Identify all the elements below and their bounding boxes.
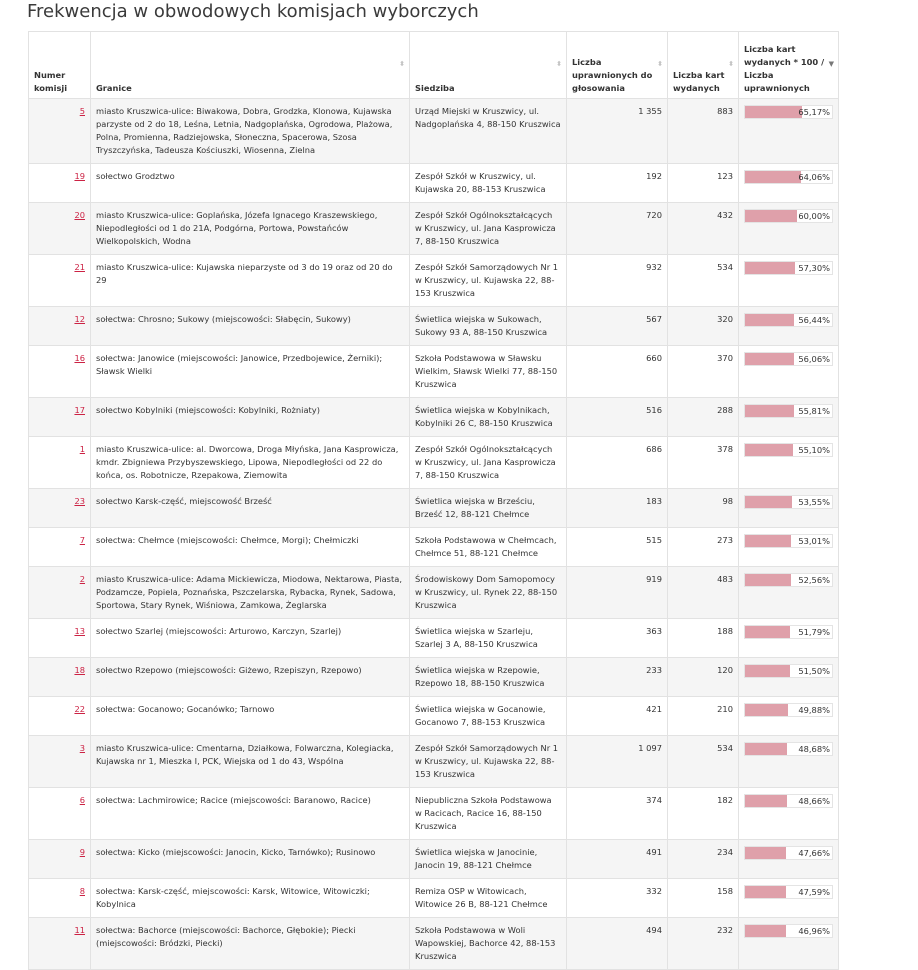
table-header-row: [29, 32, 839, 99]
cell-uprawnionych: 919: [567, 567, 668, 619]
turnout-bar: [744, 573, 833, 587]
cell-uprawnionych: 1 355: [567, 99, 668, 164]
cell-numer: [29, 489, 91, 528]
cell-uprawnionych: 494: [567, 918, 668, 970]
cell-frekwencja: [739, 99, 839, 164]
turnout-bar: [744, 703, 833, 717]
cell-granice: miasto Kruszwica-ulice: Biwakowa, Dobra, Grodzka, Klonowa, Kujawska parzyste od 2 do 18, Leśna, Letnia, Nadgoplańska, Ogrodowa, Plażowa, Polna, Promienna, Radziejowska, Słoneczna, Spacerowa, Szosa Tryszczyńska, Tadeusza Kościuszki, Wiosenna, Zielna: [91, 99, 410, 164]
table-row: [29, 918, 839, 970]
cell-numer: [29, 619, 91, 658]
cell-siedziba: Zespół Szkół Samorządowych Nr 1 w Kruszwicy, ul. Kujawska 22, 88-153 Kruszwica: [410, 255, 567, 307]
commission-link[interactable]: 6: [79, 795, 85, 805]
cell-wydanych: 123: [668, 164, 739, 203]
cell-numer: [29, 437, 91, 489]
cell-numer: [29, 697, 91, 736]
turnout-bar: [744, 495, 833, 509]
cell-uprawnionych: 516: [567, 398, 668, 437]
column-label: Numer komisji: [34, 70, 68, 93]
cell-numer: [29, 307, 91, 346]
turnout-bar: [744, 261, 833, 275]
cell-wydanych: 370: [668, 346, 739, 398]
commission-link[interactable]: 9: [79, 847, 85, 857]
turnout-bar-fill: [745, 405, 794, 417]
cell-granice: sołectwo Rzepowo (miejscowości: Giżewo, Rzepiszyn, Rzepowo): [91, 658, 410, 697]
cell-frekwencja: [739, 437, 839, 489]
sort-desc-icon: ▼: [828, 60, 834, 68]
cell-numer: [29, 918, 91, 970]
cell-granice: sołectwo Grodztwo: [91, 164, 410, 203]
table-row: [29, 658, 839, 697]
cell-wydanych: 378: [668, 437, 739, 489]
column-label: Liczba uprawnionych do głosowania: [572, 57, 653, 93]
table-row: [29, 346, 839, 398]
cell-granice: sołectwa: Karsk-część, miejscowości: Karsk, Witowice, Witowiczki; Kobylnica: [91, 879, 410, 918]
table-row: [29, 307, 839, 346]
sort-icon: ⬍: [657, 60, 663, 68]
turnout-bar: [744, 846, 833, 860]
turnout-bar: [744, 313, 833, 327]
column-header-numer[interactable]: [29, 32, 91, 99]
cell-siedziba: Zespół Szkół Samorządowych Nr 1 w Kruszwicy, ul. Kujawska 22, 88-153 Kruszwica: [410, 736, 567, 788]
cell-frekwencja: [739, 918, 839, 970]
cell-uprawnionych: 660: [567, 346, 668, 398]
cell-siedziba: Świetlica wiejska w Brześciu, Brześć 12, 88-121 Chełmce: [410, 489, 567, 528]
cell-frekwencja: [739, 736, 839, 788]
column-label: Granice: [96, 83, 132, 93]
turnout-label: 55,10%: [798, 445, 830, 455]
cell-siedziba: Zespół Szkół w Kruszwicy, ul. Kujawska 20, 88-153 Kruszwica: [410, 164, 567, 203]
cell-wydanych: 210: [668, 697, 739, 736]
commission-link[interactable]: 8: [79, 886, 85, 896]
cell-siedziba: Świetlica wiejska w Kobylnikach, Kobylniki 26 C, 88-150 Kruszwica: [410, 398, 567, 437]
turnout-bar-fill: [745, 444, 793, 456]
turnout-bar-fill: [745, 795, 787, 807]
cell-uprawnionych: 932: [567, 255, 668, 307]
cell-wydanych: 432: [668, 203, 739, 255]
table-row: [29, 736, 839, 788]
turnout-label: 51,79%: [798, 627, 830, 637]
results-table: [28, 31, 839, 970]
cell-granice: sołectwa: Chrosno; Sukowy (miejscowości: Słabęcin, Sukowy): [91, 307, 410, 346]
column-header-granice[interactable]: [91, 32, 410, 99]
cell-wydanych: 158: [668, 879, 739, 918]
cell-granice: miasto Kruszwica-ulice: Kujawska nieparzyste od 3 do 19 oraz od 20 do 29: [91, 255, 410, 307]
cell-siedziba: Szkoła Podstawowa w Sławsku Wielkim, Sławsk Wielki 77, 88-150 Kruszwica: [410, 346, 567, 398]
cell-siedziba: Świetlica wiejska w Janocinie, Janocin 19, 88-121 Chełmce: [410, 840, 567, 879]
turnout-label: 65,17%: [798, 107, 830, 117]
cell-granice: sołectwa: Lachmirowice; Racice (miejscowości: Baranowo, Racice): [91, 788, 410, 840]
cell-uprawnionych: 332: [567, 879, 668, 918]
table-row: [29, 697, 839, 736]
table-row: [29, 437, 839, 489]
column-label: Liczba kart wydanych * 100 / Liczba uprawnionych: [744, 44, 825, 93]
cell-frekwencja: [739, 697, 839, 736]
sort-icon: ⬍: [399, 60, 405, 68]
turnout-label: 47,66%: [798, 848, 830, 858]
commission-link[interactable]: 23: [74, 496, 85, 506]
cell-frekwencja: [739, 567, 839, 619]
commission-link[interactable]: 2: [79, 574, 85, 584]
commission-link[interactable]: 22: [74, 704, 85, 714]
cell-numer: [29, 879, 91, 918]
turnout-bar-fill: [745, 535, 791, 547]
turnout-bar-fill: [745, 574, 791, 586]
table-row: [29, 398, 839, 437]
cell-uprawnionych: 374: [567, 788, 668, 840]
turnout-label: 49,88%: [798, 705, 830, 715]
turnout-bar-fill: [745, 847, 786, 859]
turnout-bar-fill: [745, 106, 802, 118]
cell-granice: sołectwa: Gocanowo; Gocanówko; Tarnowo: [91, 697, 410, 736]
commission-link[interactable]: 5: [79, 106, 85, 116]
sort-icon: ⬍: [556, 60, 562, 68]
cell-granice: miasto Kruszwica-ulice: Goplańska, Józefa Ignacego Kraszewskiego, Niepodległości od 1 do 21A, Podgórna, Portowa, Powstańców Wielkopolskich, Wodna: [91, 203, 410, 255]
cell-granice: sołectwa: Kicko (miejscowości: Janocin, Kicko, Tarnówko); Rusinowo: [91, 840, 410, 879]
sort-icon: ⬍: [728, 60, 734, 68]
cell-wydanych: 883: [668, 99, 739, 164]
cell-granice: sołectwo Kobylniki (miejscowości: Kobylniki, Rożniaty): [91, 398, 410, 437]
cell-frekwencja: [739, 879, 839, 918]
cell-numer: [29, 788, 91, 840]
cell-granice: miasto Kruszwica-ulice: Cmentarna, Działkowa, Folwarczna, Kolegiacka, Kujawska nr 1, Mieszka I, PCK, Wiejska od 1 do 43, Wspólna: [91, 736, 410, 788]
column-label: Liczba kart wydanych: [673, 70, 725, 93]
cell-granice: sołectwa: Chełmce (miejscowości: Chełmce, Morgi); Chełmiczki: [91, 528, 410, 567]
turnout-bar: [744, 170, 833, 184]
cell-uprawnionych: 421: [567, 697, 668, 736]
column-header-siedziba[interactable]: [410, 32, 567, 99]
cell-frekwencja: [739, 346, 839, 398]
turnout-bar: [744, 625, 833, 639]
cell-siedziba: Świetlica wiejska w Sukowach, Sukowy 93 A, 88-150 Kruszwica: [410, 307, 567, 346]
cell-wydanych: 534: [668, 255, 739, 307]
table-row: [29, 528, 839, 567]
cell-uprawnionych: 233: [567, 658, 668, 697]
cell-uprawnionych: 686: [567, 437, 668, 489]
cell-numer: [29, 398, 91, 437]
turnout-bar-fill: [745, 886, 786, 898]
cell-granice: sołectwo Szarlej (miejscowości: Arturowo, Karczyn, Szarlej): [91, 619, 410, 658]
turnout-bar: [744, 105, 833, 119]
cell-siedziba: Świetlica wiejska w Gocanowie, Gocanowo 7, 88-153 Kruszwica: [410, 697, 567, 736]
cell-numer: [29, 255, 91, 307]
turnout-label: 48,66%: [798, 796, 830, 806]
turnout-bar-fill: [745, 925, 786, 937]
cell-numer: [29, 99, 91, 164]
cell-numer: [29, 346, 91, 398]
table-row: [29, 619, 839, 658]
cell-wydanych: 483: [668, 567, 739, 619]
cell-wydanych: 188: [668, 619, 739, 658]
turnout-bar: [744, 885, 833, 899]
commission-link[interactable]: 3: [79, 743, 85, 753]
turnout-bar: [744, 534, 833, 548]
turnout-bar: [744, 404, 833, 418]
commission-link[interactable]: 11: [74, 925, 85, 935]
cell-wydanych: 234: [668, 840, 739, 879]
table-body: [29, 99, 839, 970]
cell-siedziba: Szkoła Podstawowa w Chełmcach, Chełmce 51, 88-121 Chełmce: [410, 528, 567, 567]
cell-frekwencja: [739, 788, 839, 840]
cell-wydanych: 288: [668, 398, 739, 437]
turnout-bar-fill: [745, 210, 797, 222]
cell-wydanych: 98: [668, 489, 739, 528]
turnout-label: 53,01%: [798, 536, 830, 546]
turnout-bar-fill: [745, 262, 795, 274]
cell-frekwencja: [739, 307, 839, 346]
cell-numer: [29, 567, 91, 619]
column-label: Siedziba: [415, 83, 455, 93]
commission-link[interactable]: 21: [74, 262, 85, 272]
turnout-label: 60,00%: [798, 211, 830, 221]
cell-wydanych: 232: [668, 918, 739, 970]
turnout-bar-fill: [745, 314, 794, 326]
table-row: [29, 489, 839, 528]
turnout-label: 53,55%: [798, 497, 830, 507]
cell-numer: [29, 840, 91, 879]
table-row: [29, 567, 839, 619]
cell-frekwencja: [739, 164, 839, 203]
cell-wydanych: 182: [668, 788, 739, 840]
cell-frekwencja: [739, 398, 839, 437]
turnout-bar-fill: [745, 496, 792, 508]
cell-siedziba: Świetlica wiejska w Rzepowie, Rzepowo 18, 88-150 Kruszwica: [410, 658, 567, 697]
turnout-bar: [744, 664, 833, 678]
cell-frekwencja: [739, 658, 839, 697]
turnout-label: 52,56%: [798, 575, 830, 585]
table-row: [29, 788, 839, 840]
turnout-bar-fill: [745, 743, 787, 755]
cell-uprawnionych: 1 097: [567, 736, 668, 788]
cell-frekwencja: [739, 203, 839, 255]
commission-link[interactable]: 20: [74, 210, 85, 220]
turnout-bar-fill: [745, 626, 790, 638]
turnout-bar: [744, 794, 833, 808]
cell-granice: miasto Kruszwica-ulice: al. Dworcowa, Droga Młyńska, Jana Kasprowicza, kmdr. Zbigniewa Przybyszewskiego, Lipowa, Niepodległości od 22 do końca, os. Robotnicze, Rzepakowa, Ziemowita: [91, 437, 410, 489]
cell-wydanych: 534: [668, 736, 739, 788]
cell-granice: sołectwo Karsk-część, miejscowość Brześć: [91, 489, 410, 528]
cell-uprawnionych: 363: [567, 619, 668, 658]
turnout-bar: [744, 443, 833, 457]
cell-frekwencja: [739, 255, 839, 307]
turnout-bar: [744, 209, 833, 223]
commission-link[interactable]: 16: [74, 353, 85, 363]
turnout-bar-fill: [745, 704, 788, 716]
turnout-label: 56,06%: [798, 354, 830, 364]
table-row: [29, 840, 839, 879]
cell-siedziba: Szkoła Podstawowa w Woli Wapowskiej, Bachorce 42, 88-153 Kruszwica: [410, 918, 567, 970]
cell-siedziba: Niepubliczna Szkoła Podstawowa w Racicach, Racice 16, 88-150 Kruszwica: [410, 788, 567, 840]
cell-siedziba: Środowiskowy Dom Samopomocy w Kruszwicy, ul. Rynek 22, 88-150 Kruszwica: [410, 567, 567, 619]
commission-link[interactable]: 19: [74, 171, 85, 181]
commission-link[interactable]: 17: [74, 405, 85, 415]
cell-siedziba: Urząd Miejski w Kruszwicy, ul. Nadgoplańska 4, 88-150 Kruszwica: [410, 99, 567, 164]
table-row: [29, 164, 839, 203]
cell-frekwencja: [739, 528, 839, 567]
cell-siedziba: Zespół Szkół Ogólnokształcących w Kruszwicy, ul. Jana Kasprowicza 7, 88-150 Kruszwica: [410, 203, 567, 255]
commission-link[interactable]: 12: [74, 314, 85, 324]
cell-uprawnionych: 491: [567, 840, 668, 879]
cell-granice: miasto Kruszwica-ulice: Adama Mickiewicza, Miodowa, Nektarowa, Piasta, Podzamcze, Popiela, Poznańska, Pszczelarska, Rybacka, Rynek, Sadowa, Sportowa, Stary Rynek, Wiśniowa, Zamkowa, Żeglarska: [91, 567, 410, 619]
turnout-bar-fill: [745, 353, 794, 365]
turnout-bar: [744, 352, 833, 366]
turnout-bar-fill: [745, 665, 790, 677]
turnout-bar: [744, 924, 833, 938]
turnout-label: 48,68%: [798, 744, 830, 754]
turnout-label: 55,81%: [798, 406, 830, 416]
cell-numer: [29, 736, 91, 788]
commission-link[interactable]: 7: [79, 535, 85, 545]
cell-granice: sołectwa: Janowice (miejscowości: Janowice, Przedbojewice, Żerniki); Sławsk Wielki: [91, 346, 410, 398]
commission-link[interactable]: 18: [74, 665, 85, 675]
commission-link[interactable]: 13: [74, 626, 85, 636]
cell-numer: [29, 203, 91, 255]
turnout-label: 47,59%: [798, 887, 830, 897]
commission-link[interactable]: 1: [79, 444, 85, 454]
table-row: [29, 99, 839, 164]
cell-wydanych: 273: [668, 528, 739, 567]
column-header-uprawnionych[interactable]: [567, 32, 668, 99]
turnout-label: 64,06%: [798, 172, 830, 182]
turnout-label: 56,44%: [798, 315, 830, 325]
page-title: Frekwencja w obwodowych komisjach wyborczych: [27, 1, 479, 22]
cell-frekwencja: [739, 619, 839, 658]
cell-wydanych: 320: [668, 307, 739, 346]
cell-uprawnionych: 720: [567, 203, 668, 255]
cell-uprawnionych: 515: [567, 528, 668, 567]
turnout-label: 46,96%: [798, 926, 830, 936]
cell-uprawnionych: 567: [567, 307, 668, 346]
column-header-frekwencja[interactable]: [739, 32, 839, 99]
cell-wydanych: 120: [668, 658, 739, 697]
cell-numer: [29, 658, 91, 697]
turnout-bar-fill: [745, 171, 801, 183]
cell-granice: sołectwa: Bachorce (miejscowości: Bachorce, Głębokie); Piecki (miejscowości: Bródzki, Piecki): [91, 918, 410, 970]
turnout-label: 57,30%: [798, 263, 830, 273]
column-header-wydanych[interactable]: [668, 32, 739, 99]
cell-siedziba: Świetlica wiejska w Szarleju, Szarlej 3 A, 88-150 Kruszwica: [410, 619, 567, 658]
cell-siedziba: Remiza OSP w Witowicach, Witowice 26 B, 88-121 Chełmce: [410, 879, 567, 918]
cell-frekwencja: [739, 840, 839, 879]
cell-uprawnionych: 192: [567, 164, 668, 203]
table-row: [29, 203, 839, 255]
cell-numer: [29, 528, 91, 567]
cell-siedziba: Zespół Szkół Ogólnokształcących w Kruszwicy, ul. Jana Kasprowicza 7, 88-150 Kruszwica: [410, 437, 567, 489]
cell-frekwencja: [739, 489, 839, 528]
turnout-label: 51,50%: [798, 666, 830, 676]
turnout-bar: [744, 742, 833, 756]
table-row: [29, 879, 839, 918]
cell-uprawnionych: 183: [567, 489, 668, 528]
table-row: [29, 255, 839, 307]
cell-numer: [29, 164, 91, 203]
